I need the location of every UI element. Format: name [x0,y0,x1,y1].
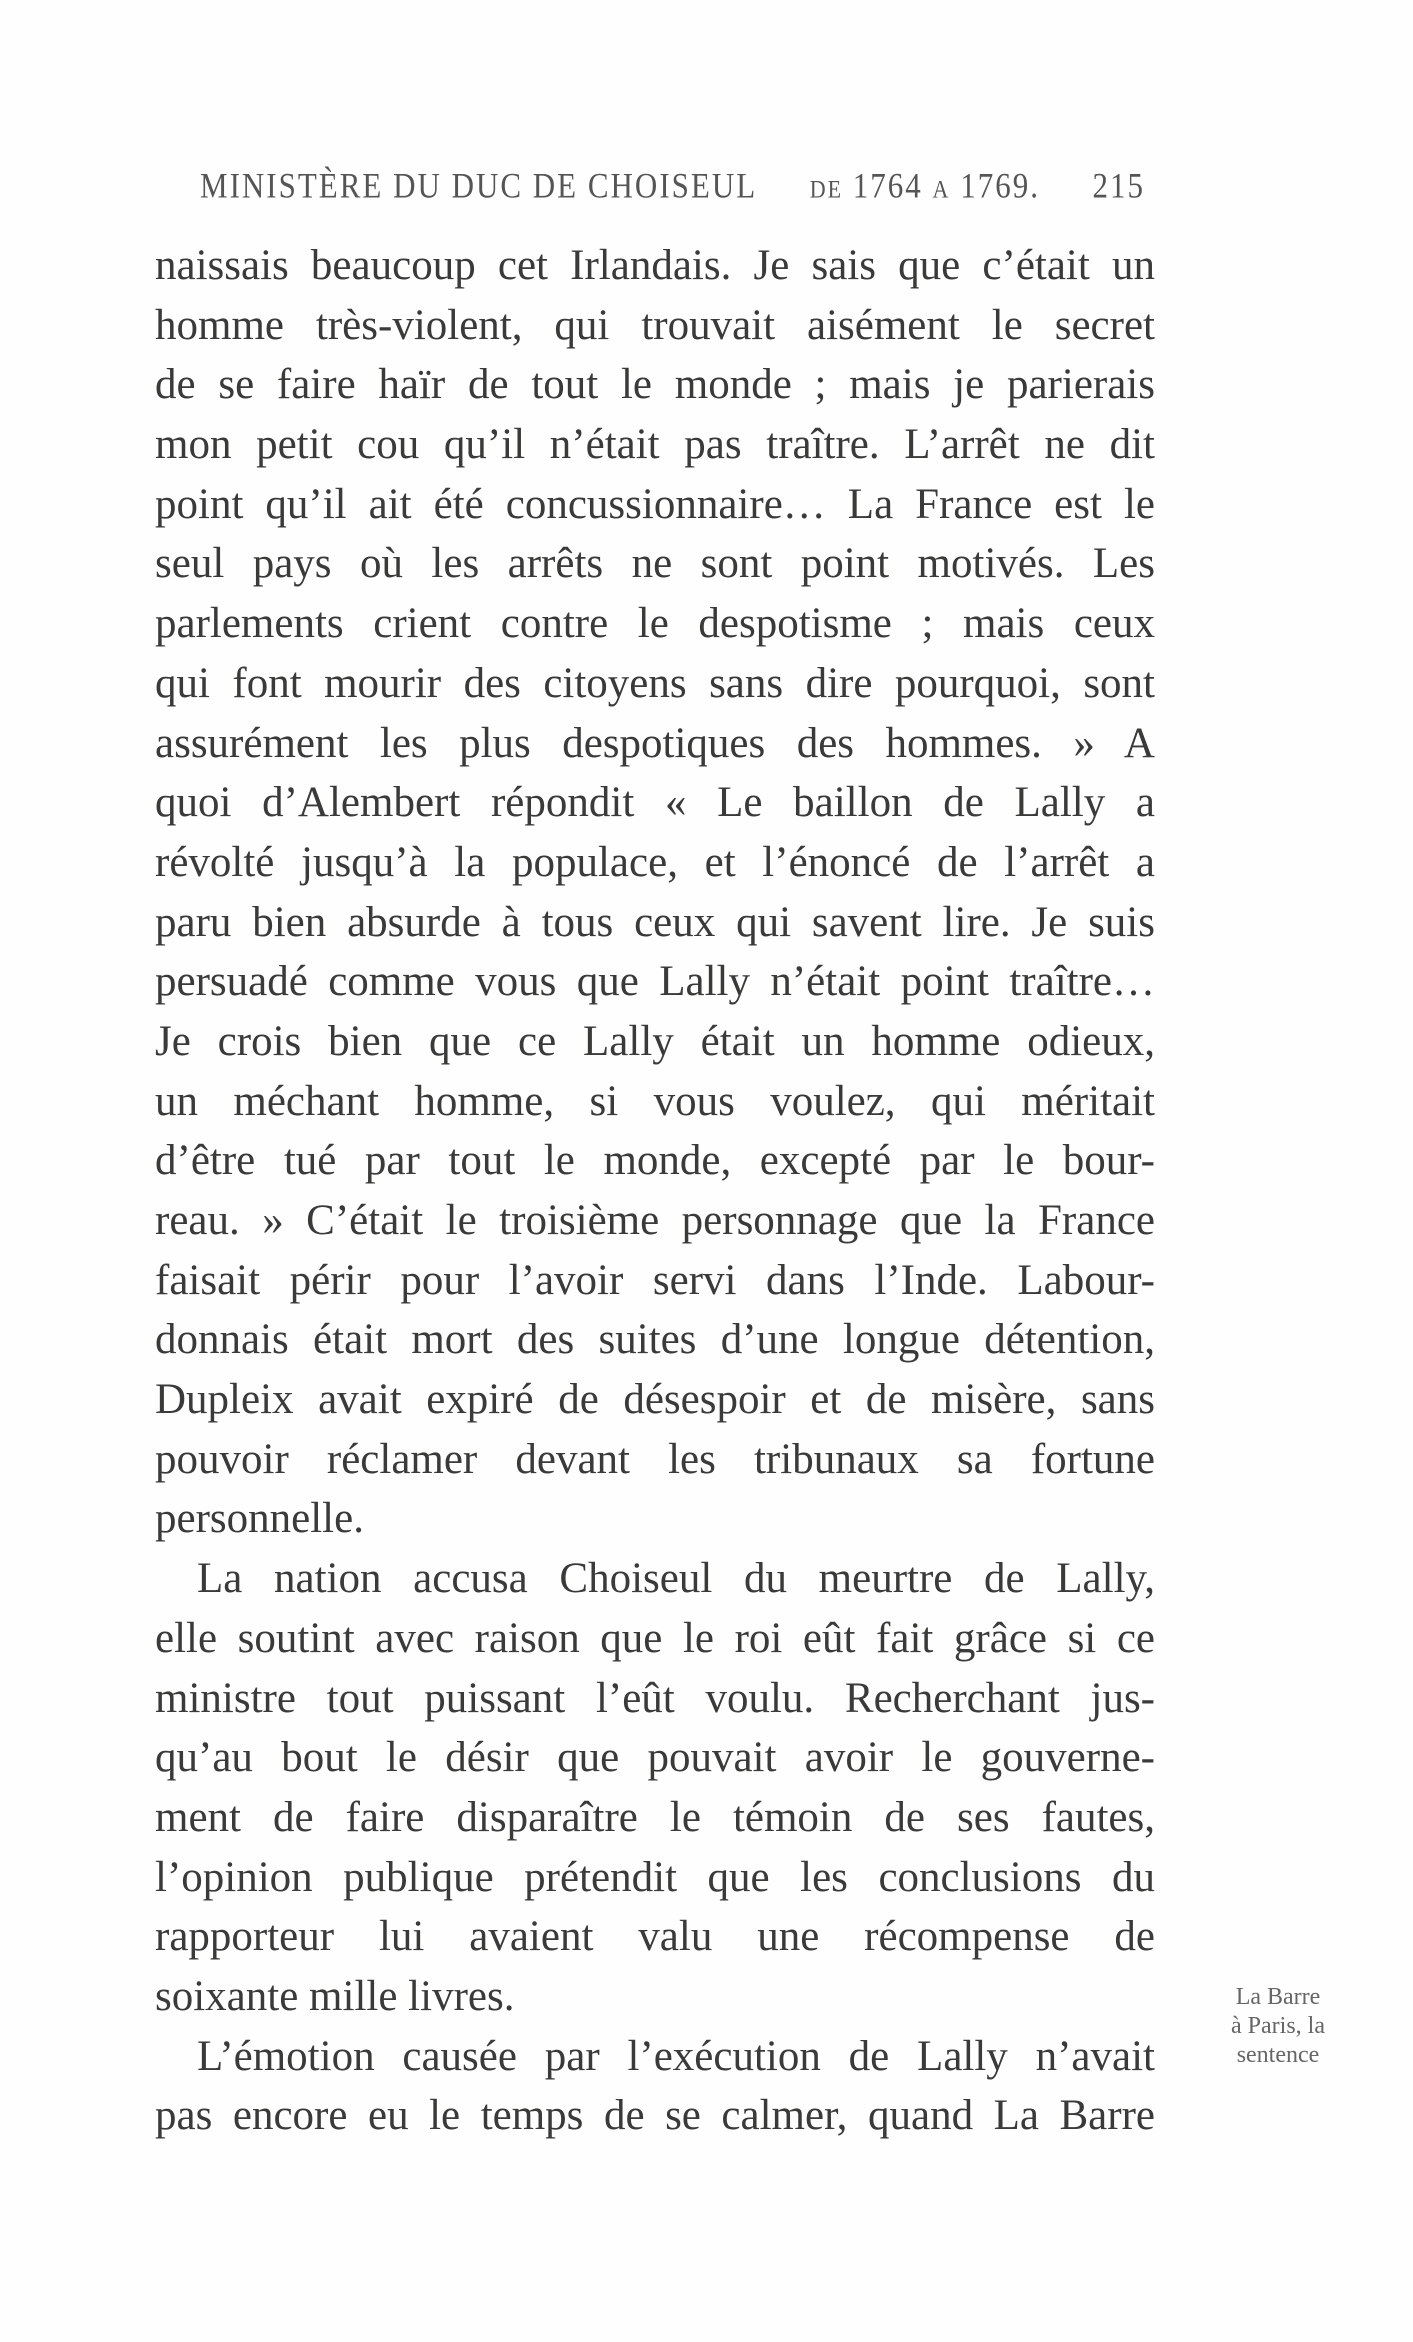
text-line: Dupleix avait expiré de désespoir et de misère, sans [155,1376,1155,1424]
margin-note-line: à Paris, la [1231,2013,1325,2039]
text-line: qu’au bout le désir que pouvait avoir le gouverne- [155,1734,1155,1782]
text-line: de se faire haïr de tout le monde ; mais je parierais [155,361,1155,409]
body-text [155,236,1155,2146]
text-line: homme très-violent, qui trouvait aisément le secret [155,301,1155,349]
text-line: seul pays où les arrêts ne sont point motivés. Les [155,540,1155,588]
text-line: L’émotion causée par l’exécution de Lally n’avait [197,2032,1155,2080]
text-line: mon petit cou qu’il n’était pas traître. L’arrêt ne dit [155,421,1155,469]
text-line: reau. » C’était le troisième personnage que la France [155,1197,1155,1244]
text-line: soixante mille livres. [155,1972,515,2020]
text-line: rapporteur lui avaient valu une récompense de [155,1913,1155,1961]
text-line: ment de faire disparaître le témoin de ses fautes, [155,1793,1155,1841]
text-line: elle soutint avec raison que le roi eût fait grâce si ce [155,1614,1155,1662]
text-line: qui font mourir des citoyens sans dire pourquoi, sont [155,659,1155,707]
text-line: d’être tué par tout le monde, excepté par le bour- [155,1137,1155,1185]
margin-note [1208,1983,1348,2070]
text-line: paru bien absurde à tous ceux qui savent lire. Je suis [155,898,1155,946]
text-line: quoi d’Alembert répondit « Le baillon de Lally a [155,779,1155,827]
text-line: personnelle. [155,1495,364,1543]
running-dates [810,165,1040,206]
year-start: 1764 [852,165,923,206]
text-line: un méchant homme, si vous voulez, qui méritait [155,1077,1155,1125]
text-line: donnais était mort des suites d’une longue détention, [155,1316,1155,1364]
text-line: ministre tout puissant l’eût voulu. Recherchant jus- [155,1674,1155,1722]
page-number: 215 [1092,165,1145,206]
running-header [200,165,1145,206]
margin-note-line: sentence [1236,2042,1320,2068]
text-line: assurément les plus despotiques des hommes. » A [155,719,1155,767]
text-line: l’opinion publique prétendit que les conclusions du [155,1853,1155,1901]
text-line: Je crois bien que ce Lally était un homme odieux, [155,1017,1155,1065]
text-line: persuadé comme vous que Lally n’était point traître… [155,958,1155,1006]
dates-mid: A [932,174,951,204]
text-line: révolté jusqu’à la populace, et l’énoncé de l’arrêt a [155,838,1155,886]
text-line: point qu’il ait été concussionnaire… La France est le [155,480,1155,528]
year-end: 1769. [960,165,1040,206]
text-line: naissais beaucoup cet Irlandais. Je sais que c’était un [155,242,1155,289]
text-line: La nation accusa Choiseul du meurtre de Lally, [197,1555,1155,1603]
text-line: faisait périr pour l’avoir servi dans l’Inde. Labour- [155,1256,1155,1304]
text-line: pouvoir réclamer devant les tribunaux sa fortune [155,1435,1155,1483]
text-line: pas encore eu le temps de se calmer, quand La Barre [155,2092,1155,2140]
dates-prefix: DE [809,174,844,204]
running-title: MINISTÈRE DU DUC DE CHOISEUL [200,165,758,206]
margin-note-line: La Barre [1235,1984,1321,2010]
text-line: parlements crient contre le despotisme ; mais ceux [155,600,1155,648]
